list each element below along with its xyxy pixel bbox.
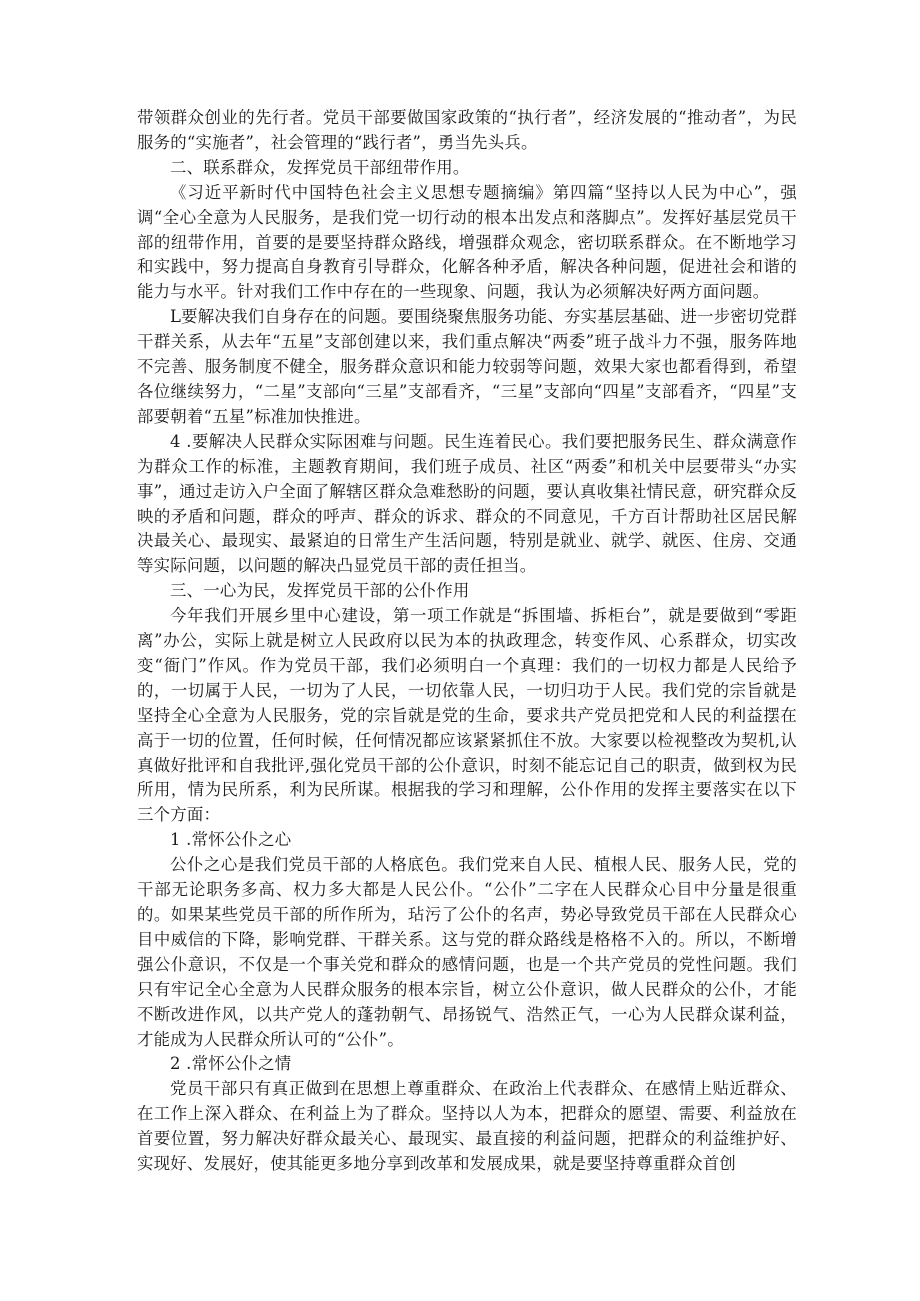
paragraph: 《习近平新时代中国特色社会主义思想专题摘编》第四篇“坚持以人民为中心”，强调“全心全意为人民服务，是我们党一切行动的根本出发点和落脚点”。发挥好基层党员干部的纽带作用，首要的是要坚持群众路线，增强群众观念，密切联系群众。在不断地学习和实践中，努力提高自身教育引导群众，化解各种矛盾，解决各种问题，促进社会和谐的能力与水平。针对我们工作中存在的一些现象、问题，我认为必须解决好两方面问题。 bbox=[137, 182, 797, 302]
document-body bbox=[137, 106, 797, 1177]
paragraph: L要解决我们自身存在的问题。要围绕聚焦服务功能、夯实基层基础、进一步密切党群干群关系，从去年“五星”支部创建以来，我们重点解决“两委”班子战斗力不强，服务阵地不完善、服务制度不健全，服务群众意识和能力较弱等问题，效果大家也都看得到，希望各位继续努力，“二星”支部向“三星”支部看齐，“三星”支部向“四星”支部看齐，“四星”支部要朝着“五星”标准加快推进。 bbox=[137, 307, 797, 426]
subheading-2: 2 .常怀公仆之情 bbox=[170, 1054, 292, 1074]
paragraph: 4 .要解决人民群众实际困难与问题。民生连着民心。我们要把服务民生、群众满意作为群众工作的标准，主题教育期间，我们班子成员、社区“两委”和机关中层要带头“办实事”，通过走访入户全面了解辖区群众急难愁盼的问题，要认真收集社情民意，研究群众反映的矛盾和问题，群众的呼声、群众的诉求、群众的不同意见，千方百计帮助社区居民解决最关心、最现实、最紧迫的日常生产生活问题，特别是就业、就学、就医、住房、交通等实际问题，以问题的解决凸显党员干部的责任担当。 bbox=[137, 431, 797, 576]
paragraph: 今年我们开展乡里中心建设，第一项工作就是“拆围墙、拆柜台”，就是要做到“零距离”办公，实际上就是树立人民政府以民为本的执政理念，转变作风、心系群众，切实改变“衙门”作风。作为党员干部，我们必须明白一个真理：我们的一切权力都是人民给予的，一切属于人民，一切为了人民，一切依靠人民，一切归功于人民。我们党的宗旨就是坚持全心全意为人民服务，党的宗旨就是党的生命，要求共产党员把党和人民的利益摆在高于一切的位置，任何时候，任何情况都应该紧紧抓住不放。大家要以检视整改为契机,认真做好批评和自我批评,强化党员干部的公仆意识，时刻不能忘记自己的职责，做到权为民所用，情为民所系，利为民所谋。根据我的学习和理解，公仆作用的发挥主要落实在以下三个方面： bbox=[137, 606, 797, 825]
section-heading-3: 三、一心为民，发挥党员干部的公仆作用 bbox=[170, 581, 470, 601]
paragraph: 公仆之心是我们党员干部的人格底色。我们党来自人民、植根人民、服务人民，党的干部无论职务多高、权力多大都是人民公仆。“公仆”二字在人民群众心目中分量是很重的。如果某些党员干部的所作所为，玷污了公仆的名声，势必导致党员干部在人民群众心目中威信的下降，影响党群、干群关系。这与党的群众路线是格格不入的。所以，不断增强公仆意识，不仅是一个事关党和群众的感情问题，也是一个共产党员的党性问题。我们只有牢记全心全意为人民群众服务的根本宗旨，树立公仆意识，做人民群众的公仆，才能不断改进作风，以共产党人的蓬勃朝气、昂扬锐气、浩然正气，一心为人民群众谋利益，才能成为人民群众所认可的“公仆”。 bbox=[137, 855, 797, 1049]
paragraph: 党员干部只有真正做到在思想上尊重群众、在政治上代表群众、在感情上贴近群众、在工作上深入群众、在利益上为了群众。坚持以人为本，把群众的愿望、需要、利益放在首要位置，努力解决好群众最关心、最现实、最直接的利益问题，把群众的利益维护好、实现好、发展好，使其能更多地分享到改革和发展成果，就是要坚持尊重群众首创 bbox=[137, 1079, 797, 1174]
section-heading-2: 二、联系群众，发挥党员干部纽带作用。 bbox=[170, 157, 470, 177]
subheading-1: 1 .常怀公仆之心 bbox=[170, 830, 292, 850]
paragraph-intro-continuation: 带领群众创业的先行者。党员干部要做国家政策的“执行者”，经济发展的“推动者”，为民服务的“实施者”，社会管理的“践行者”，勇当先头兵。 bbox=[137, 108, 797, 152]
